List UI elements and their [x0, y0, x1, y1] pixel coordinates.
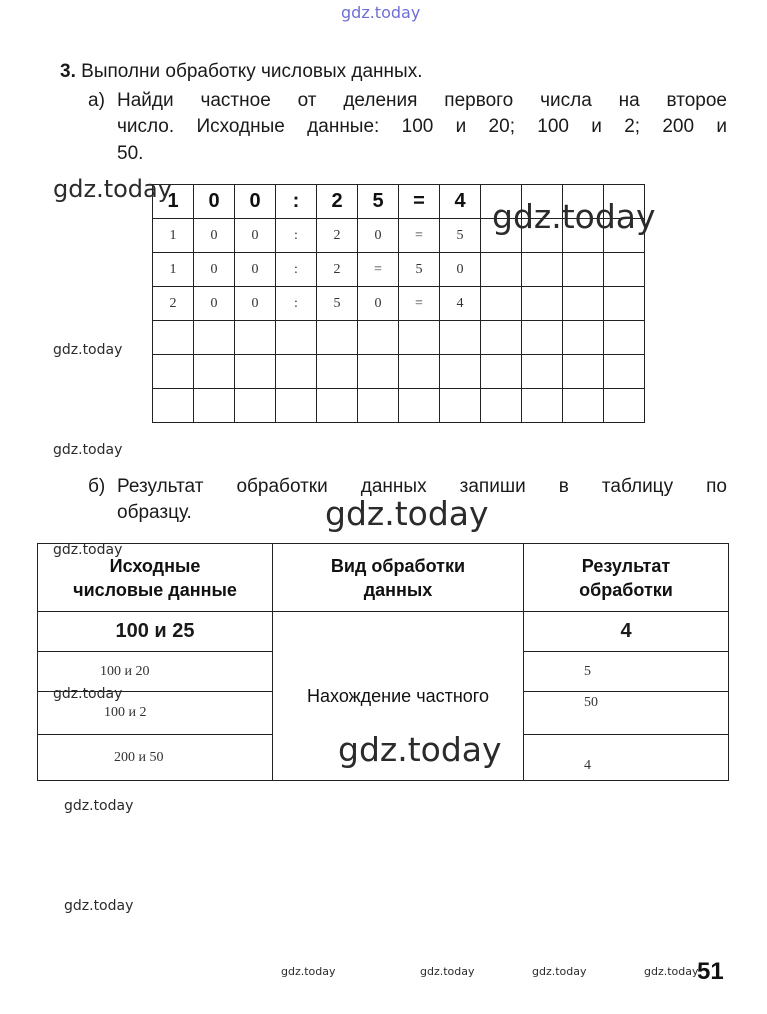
- grid-cell: [358, 355, 399, 389]
- grid-cell: 1: [153, 219, 194, 253]
- grid-cell: =: [399, 185, 440, 219]
- header-processing-type: Вид обработки данных: [273, 544, 524, 612]
- grid-cell: [358, 389, 399, 423]
- row-data: 100 и 20: [38, 652, 273, 692]
- watermark: gdz.today: [532, 965, 587, 978]
- grid-cell: [522, 389, 563, 423]
- grid-cell: [440, 321, 481, 355]
- part-a-letter: а): [88, 90, 105, 111]
- watermark: gdz.today: [420, 965, 475, 978]
- grid-cell: [604, 321, 645, 355]
- grid-cell: 4: [440, 185, 481, 219]
- grid-cell: [317, 389, 358, 423]
- grid-cell: =: [399, 287, 440, 321]
- grid-cell: :: [276, 287, 317, 321]
- grid-cell: 0: [358, 287, 399, 321]
- grid-cell: 1: [153, 185, 194, 219]
- grid-cell: [235, 355, 276, 389]
- page-number: 51: [697, 958, 724, 985]
- grid-row: [153, 287, 645, 321]
- watermark: gdz.today: [53, 342, 123, 358]
- header-source-data: Исходные числовые данные: [38, 544, 273, 612]
- grid-cell: [235, 321, 276, 355]
- grid-row: [153, 355, 645, 389]
- grid-cell: 0: [194, 287, 235, 321]
- grid-cell: [194, 389, 235, 423]
- grid-cell: [522, 287, 563, 321]
- header-result: Результат обработки: [524, 544, 729, 612]
- grid-cell: [481, 287, 522, 321]
- grid-cell: [522, 355, 563, 389]
- grid-cell: [153, 321, 194, 355]
- grid-cell: [563, 389, 604, 423]
- grid-cell: [563, 355, 604, 389]
- grid-cell: [563, 321, 604, 355]
- grid-cell: [276, 389, 317, 423]
- grid-cell: [481, 321, 522, 355]
- row-result: 5: [524, 652, 729, 692]
- grid-cell: [399, 355, 440, 389]
- grid-cell: [317, 355, 358, 389]
- watermark: gdz.today: [644, 965, 699, 978]
- grid-cell: 0: [235, 219, 276, 253]
- part-a-line-1: Найди частное от деления первого числа на второе: [117, 90, 727, 111]
- grid-cell: 0: [235, 185, 276, 219]
- grid-cell: [317, 321, 358, 355]
- part-a-line-2: число. Исходные данные: 100 и 20; 100 и 2; 200 и: [117, 116, 727, 137]
- grid-cell: [481, 389, 522, 423]
- grid-cell: [358, 321, 399, 355]
- grid-cell: 0: [358, 219, 399, 253]
- grid-cell: [481, 355, 522, 389]
- part-b-line-2: образцу.: [117, 502, 192, 523]
- row-data: 100 и 2: [38, 692, 273, 735]
- grid-cell: 4: [440, 287, 481, 321]
- grid-cell: :: [276, 253, 317, 287]
- grid-cell: [399, 389, 440, 423]
- watermark: gdz.today: [64, 798, 134, 814]
- grid-cell: 5: [317, 287, 358, 321]
- grid-cell: [153, 389, 194, 423]
- grid-cell: [604, 389, 645, 423]
- part-b-letter: б): [88, 476, 106, 497]
- grid-cell: 0: [194, 253, 235, 287]
- part-a-line-3: 50.: [117, 143, 144, 164]
- task-heading: [60, 59, 422, 85]
- watermark-top: gdz.today: [341, 3, 421, 22]
- sample-data: 100 и 25: [38, 612, 273, 652]
- grid-row: [153, 389, 645, 423]
- watermark: gdz.today: [338, 730, 502, 769]
- grid-cell: [276, 321, 317, 355]
- grid-cell: [604, 253, 645, 287]
- grid-cell: 2: [317, 219, 358, 253]
- watermark: gdz.today: [281, 965, 336, 978]
- grid-cell: [440, 389, 481, 423]
- grid-cell: 5: [358, 185, 399, 219]
- watermark: gdz.today: [64, 898, 134, 914]
- row-data: 200 и 50: [38, 735, 273, 781]
- grid-cell: 5: [399, 253, 440, 287]
- grid-cell: =: [399, 219, 440, 253]
- processing-type-cell: Нахождение частного: [273, 612, 524, 781]
- grid-cell: [194, 355, 235, 389]
- row-result: 4: [524, 735, 729, 781]
- grid-cell: :: [276, 219, 317, 253]
- grid-cell: 2: [317, 185, 358, 219]
- task-title: Выполни обработку числовых данных.: [81, 61, 423, 82]
- grid-cell: 2: [317, 253, 358, 287]
- grid-cell: [440, 355, 481, 389]
- grid-cell: [522, 253, 563, 287]
- grid-cell: [604, 287, 645, 321]
- grid-cell: [481, 253, 522, 287]
- grid-cell: [235, 389, 276, 423]
- results-table-header: [38, 544, 729, 612]
- grid-cell: [194, 321, 235, 355]
- grid-cell: [563, 253, 604, 287]
- grid-row: [153, 321, 645, 355]
- grid-row: [153, 253, 645, 287]
- grid-cell: [276, 355, 317, 389]
- grid-cell: 1: [153, 253, 194, 287]
- grid-cell: [399, 321, 440, 355]
- sample-result: 4: [524, 612, 729, 652]
- table-row-sample: [38, 612, 729, 652]
- grid-cell: [563, 287, 604, 321]
- watermark: gdz.today: [53, 175, 172, 203]
- part-b-line-1: Результат обработки данных запиши в таблицу по: [117, 476, 727, 497]
- watermark: gdz.today: [53, 686, 123, 702]
- grid-cell: 5: [440, 219, 481, 253]
- grid-cell: :: [276, 185, 317, 219]
- grid-cell: 0: [194, 219, 235, 253]
- row-result: 50: [524, 692, 729, 735]
- grid-cell: =: [358, 253, 399, 287]
- grid-cell: [522, 321, 563, 355]
- watermark: gdz.today: [53, 442, 123, 458]
- grid-cell: 0: [235, 287, 276, 321]
- watermark: gdz.today: [325, 494, 489, 533]
- grid-cell: [604, 355, 645, 389]
- watermark: gdz.today: [492, 197, 656, 236]
- grid-cell: 0: [194, 185, 235, 219]
- grid-cell: 0: [235, 253, 276, 287]
- watermark: gdz.today: [53, 542, 123, 558]
- task-number: 3.: [60, 61, 76, 82]
- grid-cell: 0: [440, 253, 481, 287]
- grid-cell: [153, 355, 194, 389]
- grid-cell: 2: [153, 287, 194, 321]
